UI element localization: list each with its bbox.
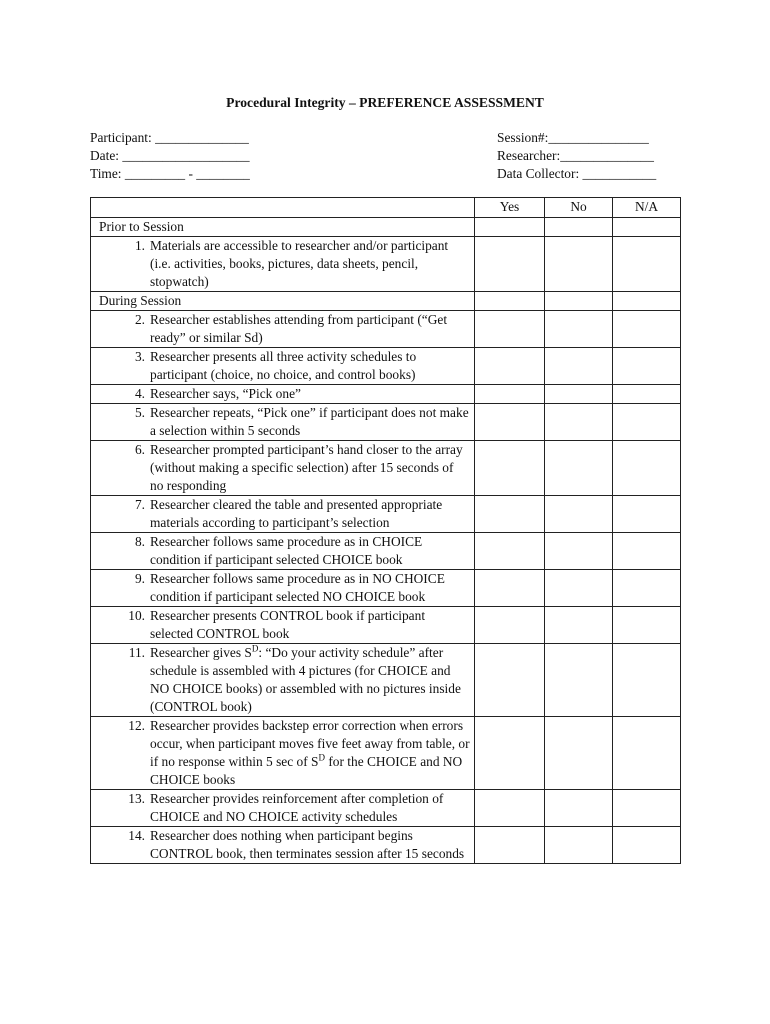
na-cell[interactable] (613, 292, 681, 311)
no-cell[interactable] (545, 237, 613, 292)
section-label: Prior to Session (91, 218, 475, 237)
no-cell[interactable] (545, 218, 613, 237)
item-text: Researcher follows same procedure as in CHOICE condition if participant selected CHOICE book (150, 534, 423, 567)
yes-cell[interactable] (475, 644, 545, 717)
researcher-field[interactable]: Researcher:______________ (497, 148, 654, 163)
yes-cell[interactable] (475, 827, 545, 864)
superscript-d: D (251, 643, 259, 654)
yes-cell[interactable] (475, 311, 545, 348)
yes-cell[interactable] (475, 348, 545, 385)
item-text: Researcher cleared the table and presented appropriate materials according to participant’s selection (150, 497, 443, 530)
no-cell[interactable] (545, 496, 613, 533)
yes-cell[interactable] (475, 607, 545, 644)
superscript-d: D (318, 752, 325, 763)
table-row (91, 644, 681, 717)
table-row (91, 533, 681, 570)
table-row (91, 441, 681, 496)
item-text-part: for the CHOICE and NO CHOICE books (150, 754, 463, 787)
na-cell[interactable] (613, 441, 681, 496)
item-text: Researcher repeats, “Pick one” if participant does not make a selection within 5 seconds (150, 405, 469, 438)
column-header-step (91, 198, 475, 218)
time-field[interactable]: Time: _________ - ________ (90, 166, 250, 181)
form-title: Procedural Integrity – PREFERENCE ASSESSMENT (226, 95, 544, 110)
item-text: Researcher provides reinforcement after completion of CHOICE and NO CHOICE activity schedules (150, 791, 444, 824)
yes-cell[interactable] (475, 790, 545, 827)
na-cell[interactable] (613, 570, 681, 607)
item-text (150, 644, 474, 716)
no-cell[interactable] (545, 827, 613, 864)
item-number: 4. (134, 386, 145, 401)
no-cell[interactable] (545, 292, 613, 311)
yes-cell[interactable] (475, 385, 545, 404)
header-right (497, 129, 656, 183)
item-number: 2. (134, 312, 145, 327)
no-cell[interactable] (545, 717, 613, 790)
yes-cell[interactable] (475, 404, 545, 441)
item-text: Researcher does nothing when participant begins CONTROL book, then terminates session after 15 seconds (150, 828, 465, 861)
data-collector-field[interactable]: Data Collector: ___________ (497, 166, 657, 181)
yes-cell[interactable] (475, 441, 545, 496)
table-row (91, 717, 681, 790)
integrity-checklist-table (90, 197, 681, 864)
table-row (91, 404, 681, 441)
na-cell[interactable] (613, 827, 681, 864)
item-text: Researcher establishes attending from participant (“Get ready” or similar Sd) (150, 312, 448, 345)
na-cell[interactable] (613, 237, 681, 292)
table-row (91, 607, 681, 644)
item-text-part: Researcher provides backstep error correction when errors occur, when participant moves five feet away from table, or if no response within 5 sec of S (150, 718, 470, 769)
table-row (91, 348, 681, 385)
no-cell[interactable] (545, 385, 613, 404)
item-number: 11. (128, 645, 145, 660)
yes-cell[interactable] (475, 717, 545, 790)
item-number: 6. (134, 442, 145, 457)
item-text-part: : “Do your activity schedule” after schedule is assembled with 4 pictures (for CHOICE and NO CHOICE books) or assembled with no pictures inside (CONTROL book) (150, 645, 461, 714)
no-cell[interactable] (545, 348, 613, 385)
yes-cell[interactable] (475, 292, 545, 311)
no-cell[interactable] (545, 404, 613, 441)
na-cell[interactable] (613, 218, 681, 237)
na-cell[interactable] (613, 496, 681, 533)
item-number: 8. (134, 534, 145, 549)
yes-cell[interactable] (475, 496, 545, 533)
table-row (91, 790, 681, 827)
no-cell[interactable] (545, 311, 613, 348)
table-row (91, 385, 681, 404)
na-cell[interactable] (613, 717, 681, 790)
section-label: During Session (91, 292, 475, 311)
no-cell[interactable] (545, 441, 613, 496)
item-number: 7. (134, 497, 145, 512)
item-text: Materials are accessible to researcher and/or participant (i.e. activities, books, pictures, data sheets, pencil, stopwatch) (150, 238, 449, 289)
section-row-prior (91, 218, 681, 237)
table-row (91, 827, 681, 864)
column-header-yes: Yes (475, 198, 545, 218)
na-cell[interactable] (613, 790, 681, 827)
no-cell[interactable] (545, 790, 613, 827)
item-text: Researcher presents CONTROL book if participant selected CONTROL book (150, 608, 426, 641)
item-text: Researcher presents all three activity schedules to participant (choice, no choice, and control books) (150, 349, 417, 382)
item-number: 14. (128, 828, 145, 843)
table-row (91, 237, 681, 292)
na-cell[interactable] (613, 533, 681, 570)
item-text-part: Researcher gives S (150, 645, 252, 660)
table-header-row (91, 198, 681, 218)
item-number: 3. (134, 349, 145, 364)
session-field[interactable]: Session#:_______________ (497, 130, 649, 145)
no-cell[interactable] (545, 533, 613, 570)
item-text (150, 717, 474, 789)
table-row (91, 496, 681, 533)
table-row (91, 311, 681, 348)
column-header-na: N/A (613, 198, 681, 218)
item-text: Researcher follows same procedure as in NO CHOICE condition if participant selected NO CHOICE book (150, 571, 445, 604)
na-cell[interactable] (613, 311, 681, 348)
yes-cell[interactable] (475, 533, 545, 570)
section-row-during (91, 292, 681, 311)
item-number: 1. (134, 238, 145, 253)
no-cell[interactable] (545, 644, 613, 717)
item-number: 12. (128, 718, 145, 733)
item-text: Researcher says, “Pick one” (150, 386, 301, 401)
na-cell[interactable] (613, 607, 681, 644)
yes-cell[interactable] (475, 218, 545, 237)
participant-field[interactable]: Participant: ______________ (90, 130, 249, 145)
yes-cell[interactable] (475, 237, 545, 292)
yes-cell[interactable] (475, 570, 545, 607)
no-cell[interactable] (545, 607, 613, 644)
item-number: 10. (128, 608, 145, 623)
na-cell[interactable] (613, 385, 681, 404)
date-field[interactable]: Date: ___________________ (90, 148, 250, 163)
item-number: 13. (128, 791, 145, 806)
na-cell[interactable] (613, 348, 681, 385)
column-header-no: No (545, 198, 613, 218)
item-text: Researcher prompted participant’s hand closer to the array (without making a specific selection) after 15 seconds of no responding (150, 442, 463, 493)
header-left (90, 129, 250, 183)
na-cell[interactable] (613, 404, 681, 441)
no-cell[interactable] (545, 570, 613, 607)
item-number: 9. (134, 571, 145, 586)
item-number: 5. (134, 405, 145, 420)
table-row (91, 570, 681, 607)
na-cell[interactable] (613, 644, 681, 717)
